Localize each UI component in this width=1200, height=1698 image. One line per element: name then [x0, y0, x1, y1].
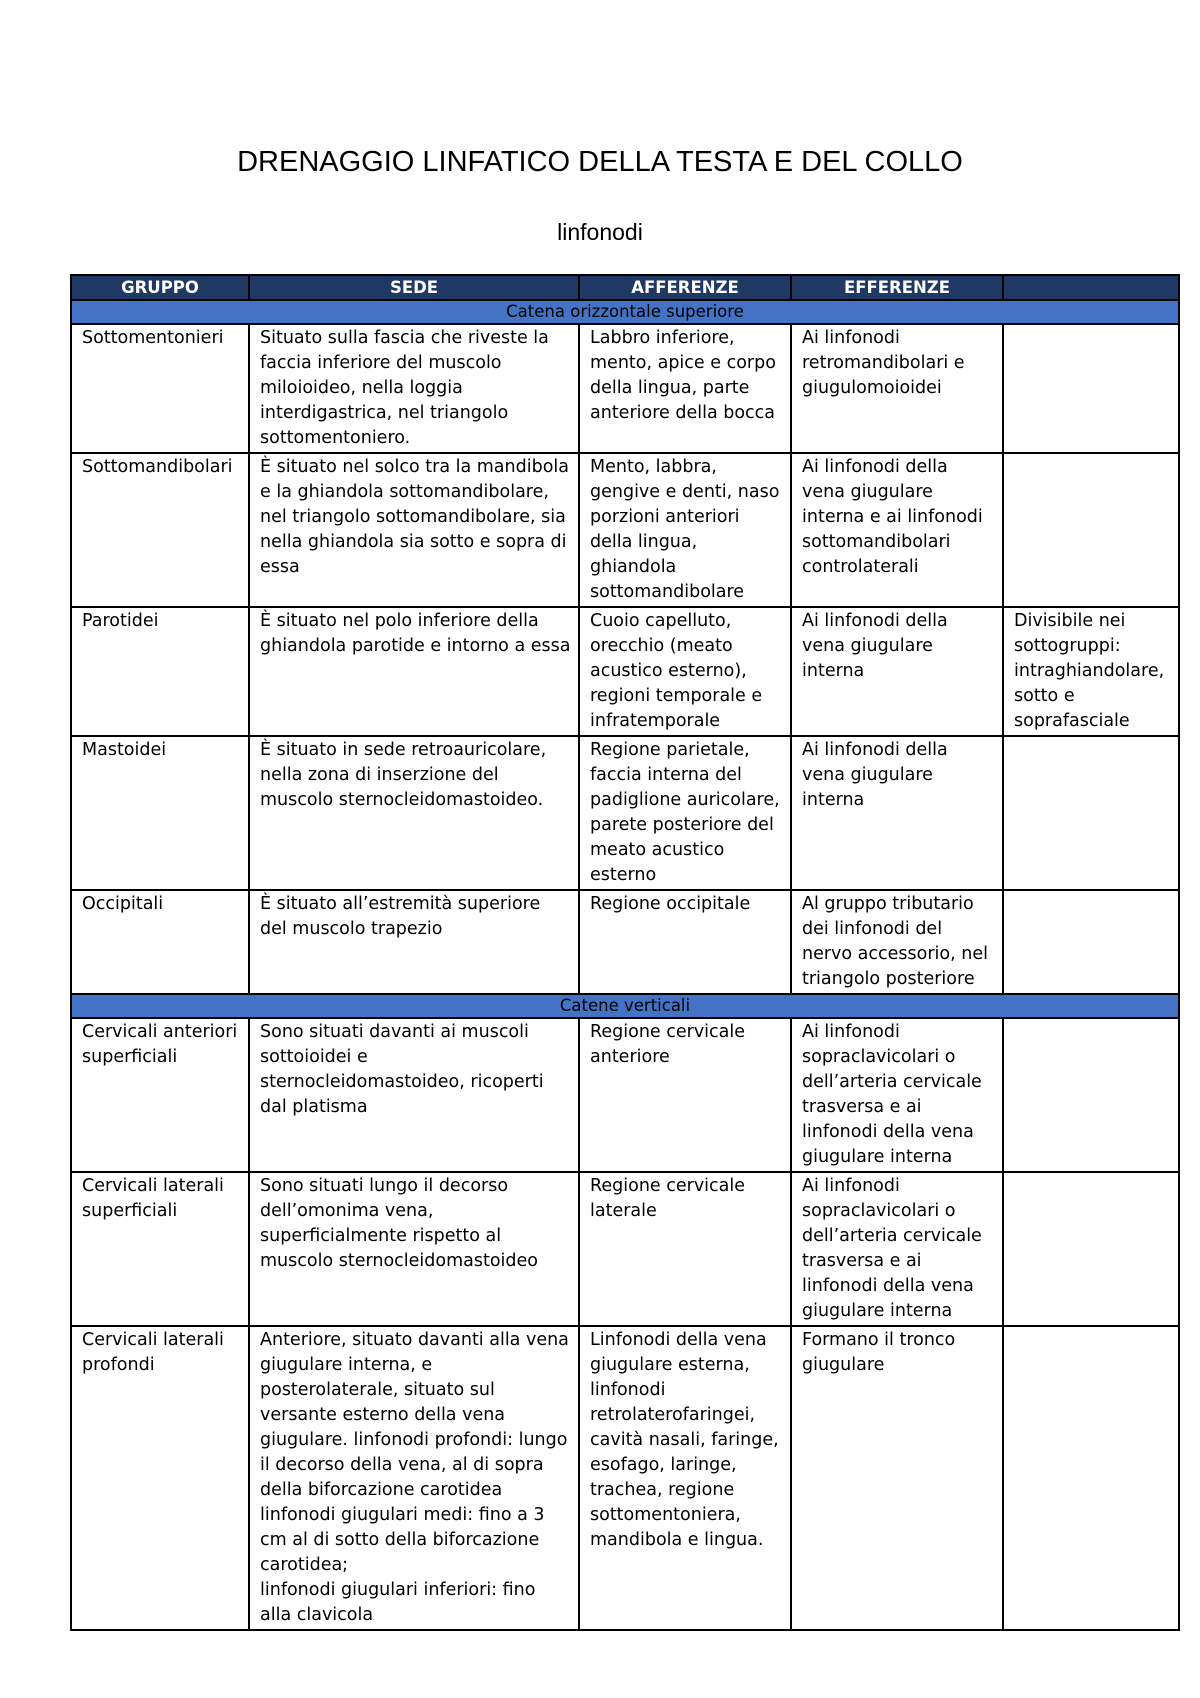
cell-note	[1003, 736, 1179, 890]
cell-afferenze: Regione parietale, faccia interna del padiglione auricolare, parete posteriore del meato acustico esterno	[579, 736, 791, 890]
cell-efferenze: Ai linfonodi della vena giugulare interna	[791, 736, 1003, 890]
cell-sede: Sono situati davanti ai muscoli sottoioidei e sternocleidomastoideo, ricoperti dal platisma	[249, 1018, 579, 1172]
cell-afferenze: Labbro inferiore, mento, apice e corpo della lingua, parte anteriore della bocca	[579, 324, 791, 453]
cell-afferenze: Linfonodi della vena giugulare esterna, linfonodi retrolaterofaringei, cavità nasali, faringe, esofago, laringe, trachea, regione sottomentoniera, mandibola e lingua.	[579, 1326, 791, 1630]
cell-sede-text: Anteriore, situato davanti alla vena giugulare interna, e posterolaterale, situato sul versante esterno della vena giugulare. linfonodi profondi: lungo il decorso della vena, al di sopra della biforcazione carotidea linfonodi giugulari medi: fino a 3 cm al di sotto della biforcazione carotidea;	[260, 1330, 569, 1575]
cell-note	[1003, 1018, 1179, 1172]
section-label: Catena orizzontale superiore	[71, 300, 1179, 324]
cell-sede-extra: linfonodi giugulari inferiori: fino alla clavicola	[260, 1580, 536, 1625]
cell-sede: È situato nel polo inferiore della ghiandola parotide e intorno a essa	[249, 607, 579, 736]
section-row	[71, 300, 1179, 324]
section-label: Catene verticali	[71, 994, 1179, 1018]
table-row	[71, 324, 1179, 453]
cell-efferenze: Ai linfonodi della vena giugulare interna e ai linfonodi sottomandibolari controlaterali	[791, 453, 1003, 607]
cell-efferenze: Ai linfonodi retromandibolari e giugulomoioidei	[791, 324, 1003, 453]
cell-note	[1003, 1172, 1179, 1326]
cell-gruppo: Cervicali anteriori superficiali	[71, 1018, 249, 1172]
cell-note	[1003, 890, 1179, 994]
cell-sede: È situato all’estremità superiore del muscolo trapezio	[249, 890, 579, 994]
cell-note	[1003, 1326, 1179, 1630]
cell-efferenze: Formano il tronco giugulare	[791, 1326, 1003, 1630]
table-row	[71, 890, 1179, 994]
header-note	[1003, 275, 1179, 300]
cell-efferenze: Ai linfonodi sopraclavicolari o dell’arteria cervicale trasversa e ai linfonodi della vena giugulare interna	[791, 1018, 1003, 1172]
section-row	[71, 994, 1179, 1018]
cell-sede: È situato nel solco tra la mandibola e la ghiandola sottomandibolare, nel triangolo sottomandibolare, sia nella ghiandola sia sotto e sopra di essa	[249, 453, 579, 607]
cell-note: Divisibile nei sottogruppi: intraghiandolare, sotto e soprafasciale	[1003, 607, 1179, 736]
cell-sede	[249, 1326, 579, 1630]
table-row	[71, 607, 1179, 736]
cell-gruppo: Mastoidei	[71, 736, 249, 890]
cell-afferenze: Regione cervicale anteriore	[579, 1018, 791, 1172]
cell-afferenze: Mento, labbra, gengive e denti, naso porzioni anteriori della lingua, ghiandola sottomandibolare	[579, 453, 791, 607]
header-efferenze: EFFERENZE	[791, 275, 1003, 300]
cell-gruppo: Occipitali	[71, 890, 249, 994]
cell-gruppo: Cervicali laterali profondi	[71, 1326, 249, 1630]
cell-sede: Sono situati lungo il decorso dell’omonima vena, superficialmente rispetto al muscolo sternocleidomastoideo	[249, 1172, 579, 1326]
cell-sede: È situato in sede retroauricolare, nella zona di inserzione del muscolo sternocleidomastoideo.	[249, 736, 579, 890]
header-sede: SEDE	[249, 275, 579, 300]
cell-efferenze: Al gruppo tributario dei linfonodi del nervo accessorio, nel triangolo posteriore	[791, 890, 1003, 994]
table-row	[71, 1326, 1179, 1630]
cell-gruppo: Cervicali laterali superficiali	[71, 1172, 249, 1326]
cell-gruppo: Sottomandibolari	[71, 453, 249, 607]
header-afferenze: AFFERENZE	[579, 275, 791, 300]
cell-note	[1003, 453, 1179, 607]
table-row	[71, 736, 1179, 890]
cell-gruppo: Parotidei	[71, 607, 249, 736]
table-header-row	[71, 275, 1179, 300]
lymph-node-table	[70, 274, 1180, 1631]
cell-sede: Situato sulla fascia che riveste la faccia inferiore del muscolo miloioideo, nella loggia interdigastrica, nel triangolo sottomentoniero.	[249, 324, 579, 453]
cell-afferenze: Cuoio capelluto, orecchio (meato acustico esterno), regioni temporale e infratemporale	[579, 607, 791, 736]
page-title: DRENAGGIO LINFATICO DELLA TESTA E DEL COLLO	[237, 146, 963, 178]
cell-afferenze: Regione cervicale laterale	[579, 1172, 791, 1326]
cell-gruppo: Sottomentonieri	[71, 324, 249, 453]
header-gruppo: GRUPPO	[71, 275, 249, 300]
cell-efferenze: Ai linfonodi della vena giugulare interna	[791, 607, 1003, 736]
cell-afferenze: Regione occipitale	[579, 890, 791, 994]
table-row	[71, 1172, 1179, 1326]
table-row	[71, 1018, 1179, 1172]
page-subtitle: linfonodi	[557, 219, 643, 245]
table-row	[71, 453, 1179, 607]
cell-note	[1003, 324, 1179, 453]
cell-efferenze: Ai linfonodi sopraclavicolari o dell’arteria cervicale trasversa e ai linfonodi della vena giugulare interna	[791, 1172, 1003, 1326]
